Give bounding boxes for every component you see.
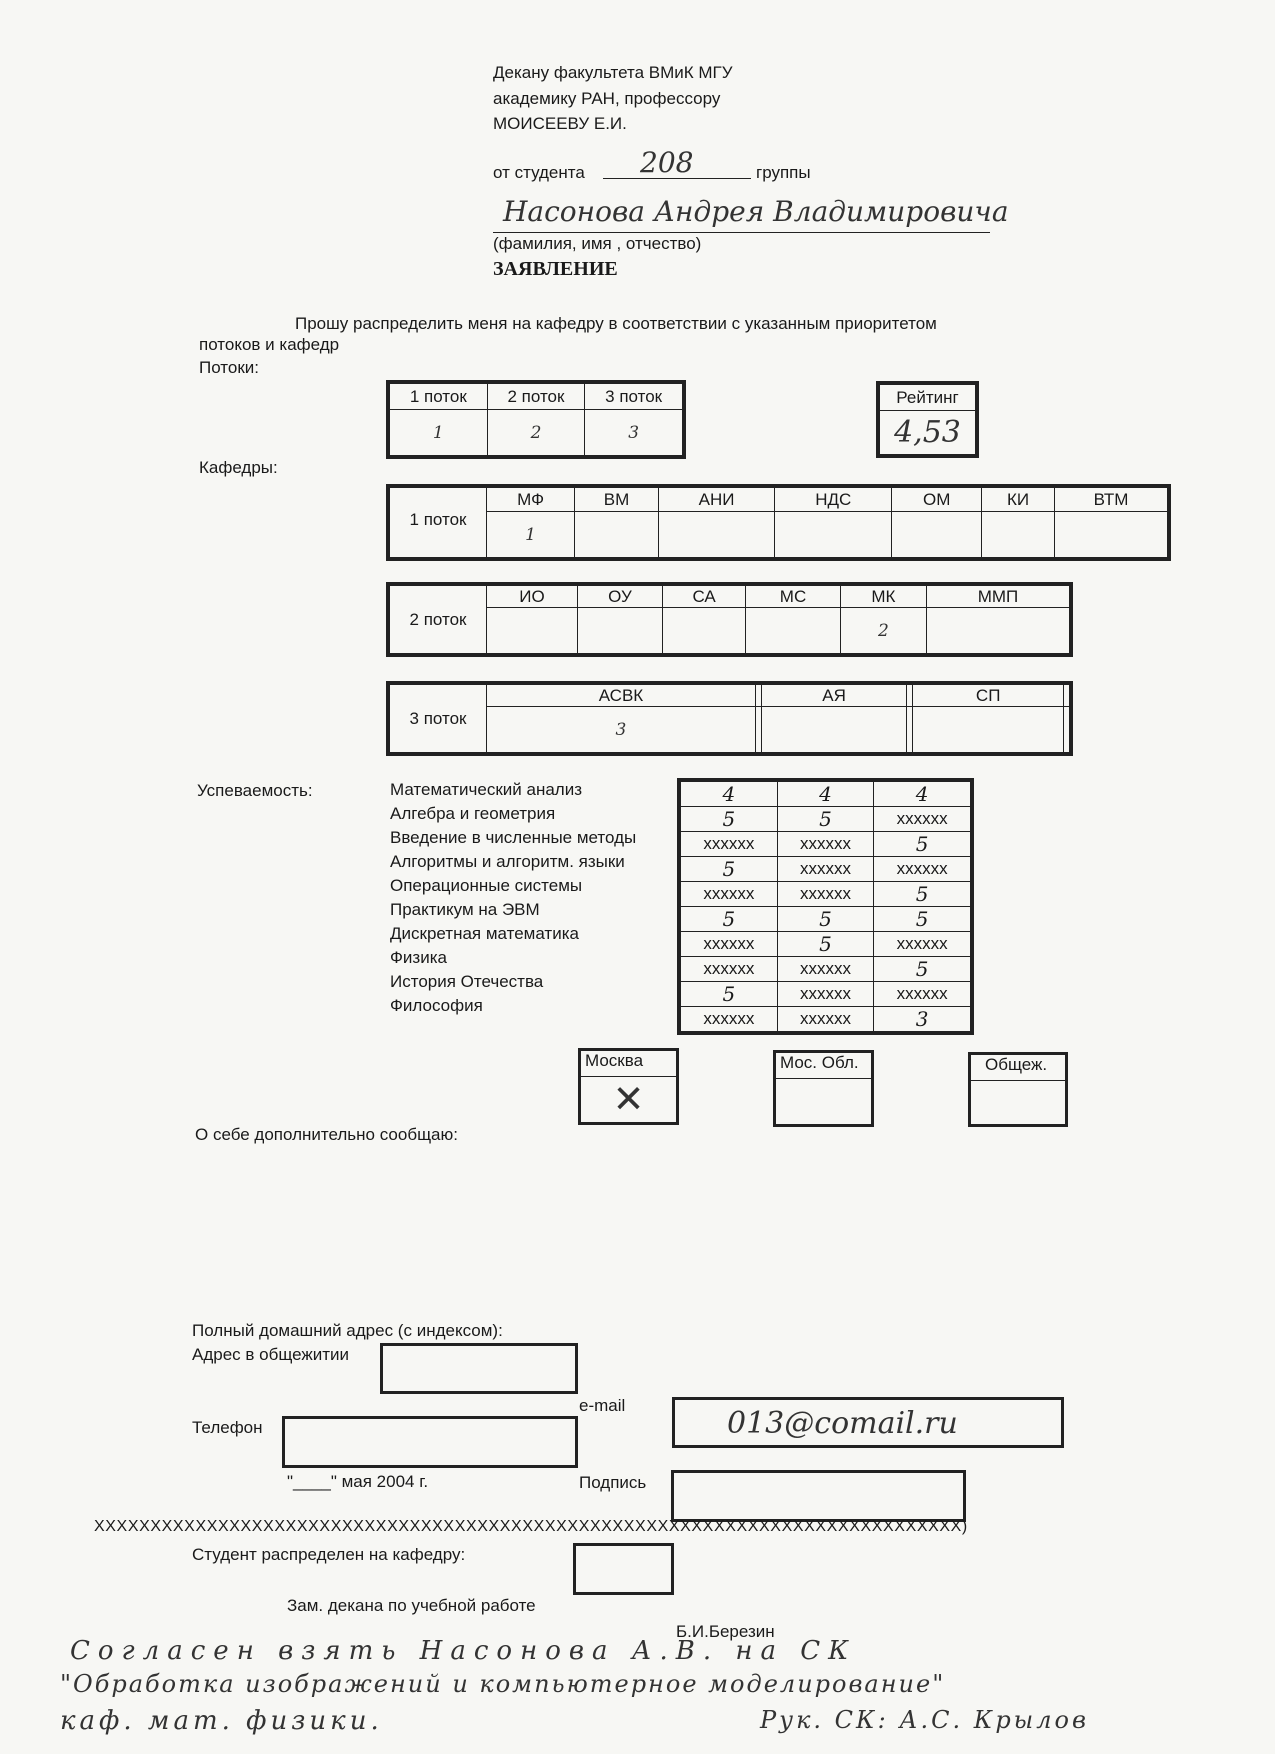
grade-row: [681, 982, 971, 1007]
signature-label: Подпись: [579, 1473, 647, 1492]
name-underline: [493, 232, 990, 233]
group-value[interactable]: 208: [640, 146, 694, 179]
from-student-label: от студента: [493, 163, 585, 182]
phone-label: Телефон: [192, 1418, 263, 1437]
grade-cell[interactable]: xxxxxx: [681, 932, 778, 957]
streams-table: [389, 383, 683, 456]
department-priority[interactable]: 3: [487, 707, 756, 753]
rating-label: Рейтинг: [880, 385, 976, 411]
department-priority[interactable]: [658, 512, 774, 558]
departments-stream3-table: [389, 684, 1070, 753]
grade-cell[interactable]: 5: [777, 932, 874, 957]
grade-cell[interactable]: 4: [874, 782, 971, 807]
department-header: [1064, 685, 1070, 707]
grade-cell[interactable]: 5: [777, 807, 874, 832]
grade-row: [681, 832, 971, 857]
note-line-1: Согласен взять Насонова А.В. на СК: [70, 1636, 857, 1666]
department-priority[interactable]: [775, 512, 892, 558]
assigned-department-field[interactable]: [573, 1543, 674, 1595]
grade-cell[interactable]: 5: [874, 907, 971, 932]
deputy-label: Зам. декана по учебной работе: [287, 1596, 536, 1615]
grade-cell[interactable]: 5: [874, 957, 971, 982]
department-priority[interactable]: 2: [840, 608, 926, 654]
grade-cell[interactable]: 4: [681, 782, 778, 807]
grade-cell[interactable]: xxxxxx: [681, 882, 778, 907]
department-header: КИ: [982, 488, 1055, 512]
grade-cell[interactable]: 5: [681, 807, 778, 832]
signature-field[interactable]: [671, 1470, 966, 1522]
department-priority[interactable]: [578, 608, 663, 654]
grade-cell[interactable]: xxxxxx: [681, 1007, 778, 1032]
stream-row-label: 3 поток: [390, 685, 487, 753]
subject-name: Математический анализ: [390, 780, 583, 799]
grade-cell[interactable]: xxxxxx: [777, 982, 874, 1007]
departments-stream1-table: [389, 487, 1168, 558]
stream-header: 3 поток: [585, 384, 683, 410]
subject-name: Операционные системы: [390, 876, 583, 895]
grade-row: [681, 882, 971, 907]
subject-name: Дискретная математика: [390, 924, 579, 943]
department-priority[interactable]: [575, 512, 659, 558]
department-header: НДС: [775, 488, 892, 512]
stream-header: 2 поток: [487, 384, 585, 410]
stream-priority[interactable]: 1: [390, 410, 488, 456]
department-priority[interactable]: [913, 707, 1064, 753]
department-header: ОМ: [892, 488, 982, 512]
grade-cell[interactable]: 4: [777, 782, 874, 807]
grade-cell[interactable]: xxxxxx: [777, 832, 874, 857]
stream-priority[interactable]: 3: [585, 410, 683, 456]
note-line-3: каф. мат. физики.: [60, 1706, 383, 1736]
department-priority[interactable]: [746, 608, 840, 654]
about-label: О себе дополнительно сообщаю:: [195, 1125, 458, 1144]
grade-row: [681, 932, 971, 957]
department-priority[interactable]: 1: [487, 512, 575, 558]
grade-row: [681, 1007, 971, 1032]
grade-cell[interactable]: xxxxxx: [777, 1007, 874, 1032]
grade-cell[interactable]: xxxxxx: [874, 807, 971, 832]
residence-moscow-label: Москва: [581, 1051, 676, 1077]
department-priority[interactable]: [487, 608, 578, 654]
rating-value[interactable]: 4,53: [880, 411, 976, 455]
department-header: СП: [913, 685, 1064, 707]
assigned-label: Студент распределен на кафедру:: [192, 1545, 466, 1564]
department-header: СА: [662, 586, 745, 608]
stream-row-label: 1 поток: [390, 488, 487, 558]
department-priority[interactable]: [982, 512, 1055, 558]
grade-cell[interactable]: 5: [874, 832, 971, 857]
residence-dorm-label: Общеж.: [971, 1055, 1065, 1081]
department-priority[interactable]: [662, 608, 745, 654]
email-value: 013@comail.ru: [727, 1406, 958, 1441]
departments-stream2-table: [389, 585, 1070, 654]
grade-cell[interactable]: 5: [681, 907, 778, 932]
grade-cell[interactable]: xxxxxx: [874, 932, 971, 957]
addressee-line-3: МОИСЕЕВУ Е.И.: [493, 114, 627, 133]
grade-cell[interactable]: 3: [874, 1007, 971, 1032]
grade-cell[interactable]: xxxxxx: [777, 957, 874, 982]
stream-priority[interactable]: 2: [487, 410, 585, 456]
grade-cell[interactable]: xxxxxx: [681, 832, 778, 857]
subject-name: Алгебра и геометрия: [390, 804, 556, 823]
note-line-2: "Обработка изображений и компьютерное моделирование": [60, 1670, 946, 1698]
residence-dorm-box[interactable]: [968, 1052, 1068, 1127]
residence-moscow-box[interactable]: [578, 1048, 679, 1125]
grades-table: [680, 781, 971, 1032]
department-header: ММП: [927, 586, 1070, 608]
group-label: группы: [756, 163, 811, 182]
grade-row: [681, 782, 971, 807]
departments-label: Кафедры:: [199, 458, 278, 477]
note-signature: Рук. СК: А.С. Крылов: [760, 1706, 1089, 1734]
addressee-line-1: Декану факультета ВМиК МГУ: [493, 63, 733, 82]
subjects-list: [390, 780, 636, 1020]
addressee-line-2: академику РАН, профессору: [493, 89, 721, 108]
grade-row: [681, 957, 971, 982]
grades-label: Успеваемость:: [197, 781, 313, 800]
grade-cell[interactable]: 5: [681, 982, 778, 1007]
residence-region-box[interactable]: [773, 1050, 874, 1127]
department-priority[interactable]: [892, 512, 982, 558]
grade-row: [681, 857, 971, 882]
name-caption: (фамилия, имя , отчество): [493, 234, 702, 253]
subject-name: Введение в численные методы: [390, 828, 637, 847]
grade-row: [681, 907, 971, 932]
department-header: ОУ: [578, 586, 663, 608]
grade-cell[interactable]: xxxxxx: [874, 982, 971, 1007]
grade-cell[interactable]: 5: [777, 907, 874, 932]
department-header: ВМ: [575, 488, 659, 512]
doc-title: ЗАЯВЛЕНИЕ: [493, 258, 618, 280]
department-priority[interactable]: [1064, 707, 1070, 753]
dorm-address-label: Адрес в общежитии: [192, 1345, 350, 1364]
department-header: АСВК: [487, 685, 756, 707]
department-header: ИО: [487, 586, 578, 608]
department-header: АНИ: [658, 488, 774, 512]
grade-cell[interactable]: 5: [681, 857, 778, 882]
email-label: e-mail: [579, 1396, 626, 1415]
deputy-name: Б.И.Березин: [676, 1622, 775, 1641]
dorm-address-field[interactable]: [380, 1343, 578, 1394]
department-priority[interactable]: [1055, 512, 1168, 558]
subject-name: Физика: [390, 948, 447, 967]
grade-cell[interactable]: xxxxxx: [777, 882, 874, 907]
streams-label: Потоки:: [199, 358, 260, 377]
address-label: Полный домашний адрес (с индексом):: [192, 1321, 503, 1340]
date-text: "____" мая 2004 г.: [287, 1472, 429, 1491]
department-header: МС: [746, 586, 840, 608]
department-priority[interactable]: [761, 707, 907, 753]
stream-row-label: 2 поток: [390, 586, 487, 654]
rating-table: [879, 384, 976, 455]
request-line-2: потоков и кафедр: [199, 335, 340, 354]
request-line-1: Прошу распределить меня на кафедру в соответствии с указанным приоритетом: [295, 314, 937, 333]
grade-cell[interactable]: xxxxxx: [874, 857, 971, 882]
grade-row: [681, 807, 971, 832]
department-header: МК: [840, 586, 926, 608]
email-field[interactable]: [672, 1397, 1064, 1448]
department-header: ВТМ: [1055, 488, 1168, 512]
separator-line: XXXXXXXXXXXXXXXXXXXXXXXXXXXXXXXXXXXXXXXXXXXXXXXXXXXXXXXXXXXXXXXXXXXXXXXXXXXXX): [94, 1518, 968, 1535]
department-header: МФ: [487, 488, 575, 512]
stream-header: 1 поток: [390, 384, 488, 410]
phone-field[interactable]: [282, 1416, 578, 1468]
subject-name: История Отечества: [390, 972, 544, 991]
grade-cell[interactable]: xxxxxx: [777, 857, 874, 882]
department-priority[interactable]: [927, 608, 1070, 654]
grade-cell[interactable]: 5: [874, 882, 971, 907]
residence-moscow-mark: ✕: [612, 1077, 645, 1121]
student-name[interactable]: Насонова Андрея Владимировича: [503, 195, 1009, 228]
residence-region-label: Мос. Обл.: [776, 1053, 871, 1079]
grade-cell[interactable]: xxxxxx: [681, 957, 778, 982]
subject-name: Практикум на ЭВМ: [390, 900, 540, 919]
subject-name: Философия: [390, 996, 483, 1015]
department-header: АЯ: [761, 685, 907, 707]
subject-name: Алгоритмы и алгоритм. языки: [390, 852, 625, 871]
